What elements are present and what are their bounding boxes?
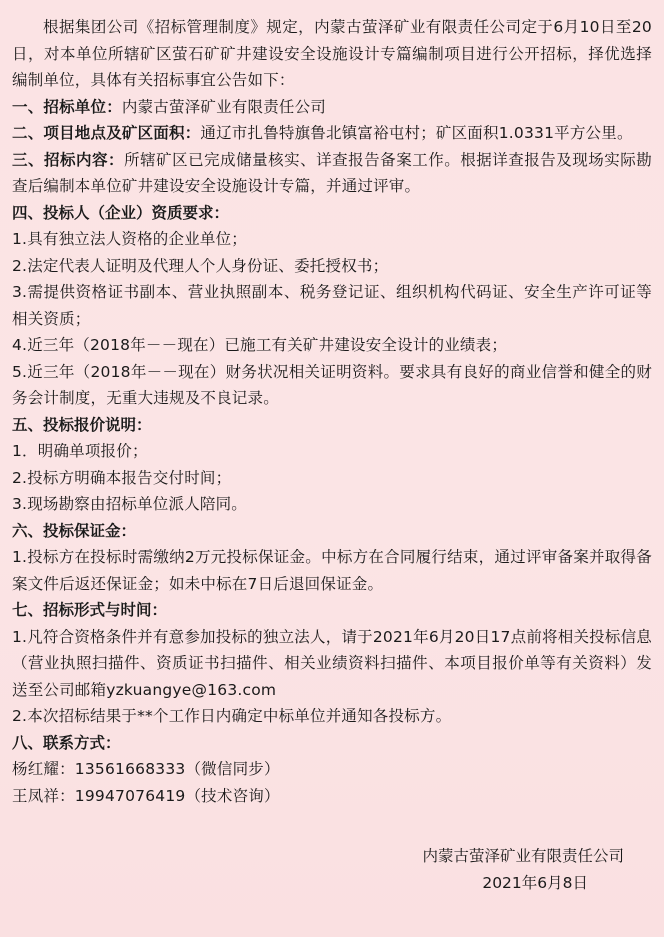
section-1-label: 一、招标单位： bbox=[12, 97, 122, 116]
section-4-item-2: 2.法定代表人证明及代理人个人身份证、委托授权书； bbox=[12, 256, 389, 275]
section-6-heading: 六、投标保证金： bbox=[12, 521, 137, 540]
section-1-text: 内蒙古萤泽矿业有限责任公司 bbox=[121, 97, 327, 116]
signature-date: 2021年6月8日 bbox=[482, 874, 588, 892]
section-2-label: 二、项目地点及矿区面积： bbox=[12, 124, 201, 142]
intro-paragraph: 根据集团公司《招标管理制度》规定，内蒙古萤泽矿业有限责任公司定于6月10日至20日，对本单位所辖矿区萤石矿矿井建设安全设施设计专篇编制项目进行公开招标，择优选择编制单位，具体有关招标事宜公告如下： bbox=[12, 18, 652, 89]
section-4-item-1: 1.具有独立法人资格的企业单位； bbox=[12, 230, 247, 248]
section-6-item-1: 1.投标方在投标时需缴纳2万元投标保证金。中标方在合同履行结束，通过评审备案并取得备案文件后返还保证金；如未中标在7日后退回保证金。 bbox=[12, 548, 652, 593]
section-3 bbox=[12, 147, 652, 200]
section-3-label: 三、招标内容： bbox=[12, 150, 125, 169]
section-3-text: 所辖矿区已完成储量核实、详查报告备案工作。根据详查报告及现场实际勘查后编制本单位矿井建设安全设施设计专篇，并通过评审。 bbox=[12, 150, 652, 195]
section-4-item-5: 5.近三年（2018年－－现在）财务状况相关证明资料。要求具有良好的商业信誉和健全的财务会计制度，无重大违规及不良记录。 bbox=[12, 362, 652, 407]
section-5-item-3: 3.现场勘察由招标单位派人陪同。 bbox=[12, 495, 247, 513]
section-4-item-4: 4.近三年（2018年－－现在）已施工有关矿井建设安全设计的业绩表； bbox=[12, 336, 508, 354]
section-4-item-3: 3.需提供资格证书副本、营业执照副本、税务登记证、组织机构代码证、安全生产许可证等相关资质； bbox=[12, 283, 652, 328]
section-8-heading: 八、联系方式： bbox=[12, 733, 121, 752]
section-7-heading: 七、招标形式与时间： bbox=[12, 601, 168, 619]
contact-1: 杨红耀：13561668333（微信同步） bbox=[12, 760, 280, 778]
section-5-item-2: 2.投标方明确本报告交付时间； bbox=[12, 468, 232, 487]
signature-company: 内蒙古萤泽矿业有限责任公司 bbox=[422, 847, 624, 865]
section-5-heading: 五、投标报价说明： bbox=[12, 415, 152, 434]
section-7-item-1: 1.凡符合资格条件并有意参加投标的独立法人，请于2021年6月20日17点前将相关投标信息（营业执照扫描件、资质证书扫描件、相关业绩资料扫描件、本项目报价单等有关资料）发送至公司邮箱yzkuangye@163.com bbox=[12, 627, 652, 699]
section-4-heading: 四、投标人（企业）资质要求： bbox=[12, 203, 230, 222]
section-2-text: 通辽市扎鲁特旗鲁北镇富裕屯村；矿区面积1.0331平方公里。 bbox=[200, 124, 633, 142]
section-1 bbox=[12, 94, 652, 121]
section-7-item-2: 2.本次招标结果于**个工作日内确定中标单位并通知各投标方。 bbox=[12, 707, 452, 725]
section-2 bbox=[12, 120, 652, 147]
section-5-item-1: 1．明确单项报价； bbox=[12, 442, 148, 460]
contact-2: 王凤祥：19947076419（技术咨询） bbox=[12, 786, 280, 805]
signature-block bbox=[12, 843, 652, 897]
